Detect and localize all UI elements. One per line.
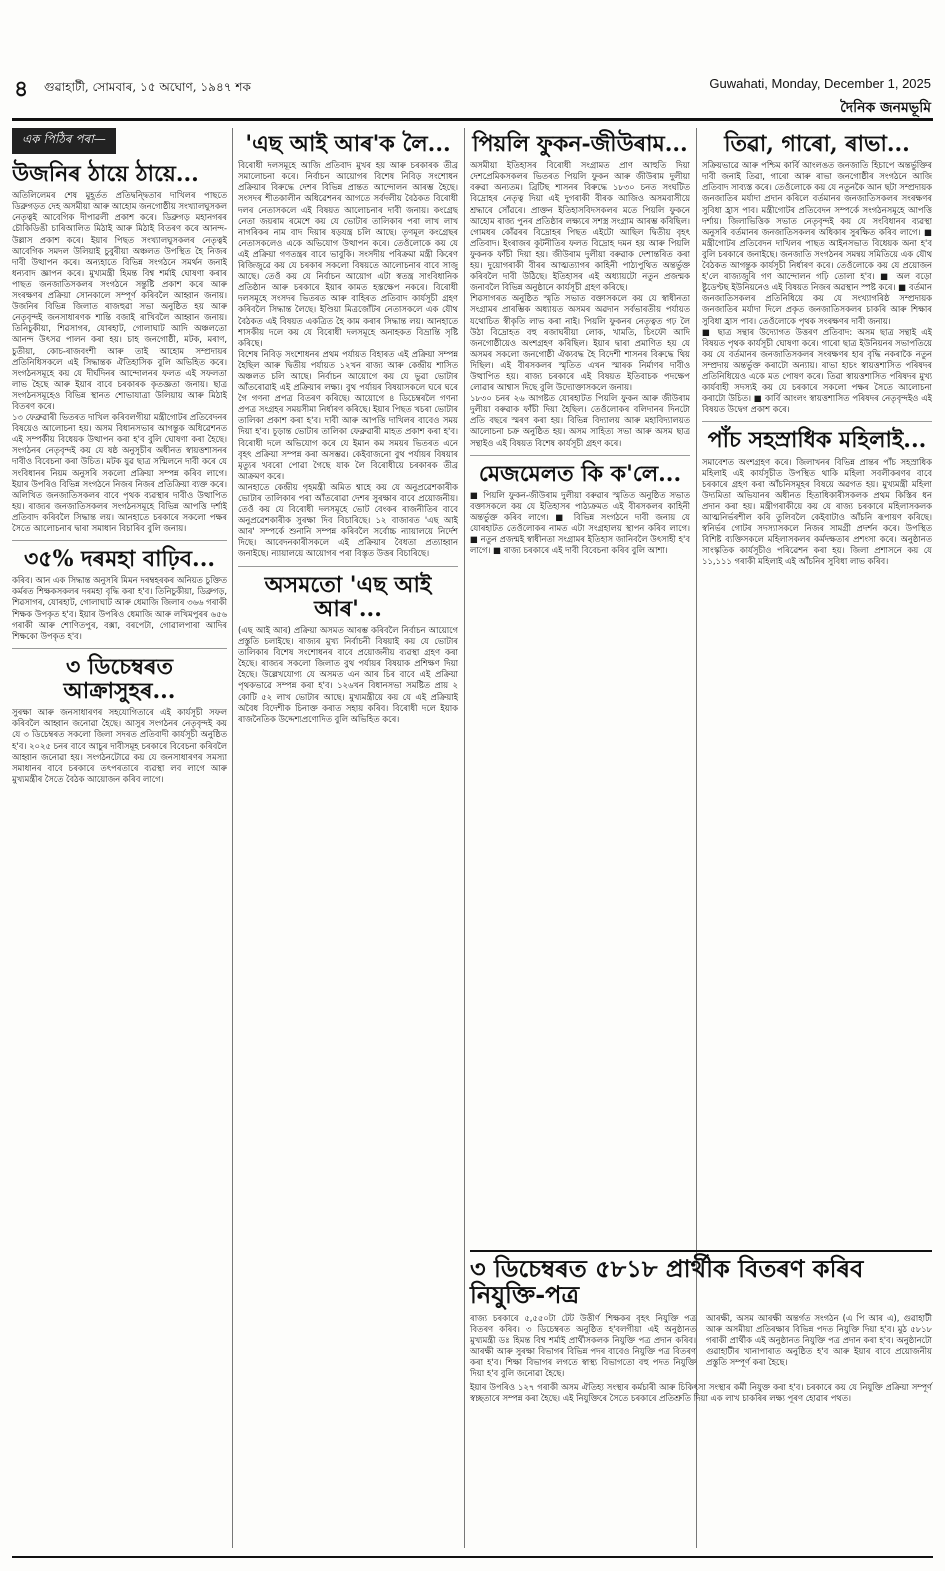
article-body: ■ ছাত্ৰ সন্থাৰ উদ্যোগত উত্তৰণ প্ৰতিবাদ: অসম ছাত্ৰ সন্থাই এই বিষয়ত পৃথক কাৰ্যসূচী ঘোষণা কৰে। গাৰো ছাত্ৰ ইউনিয়নৰ সভাপতিয়ে কয় যে বৰ্তমানৰ জনজাতিসকলৰ সংৰক্ষণৰ হাৰ বৃদ্ধি নকৰাকৈ নতুন সম্প্ৰদায় অন্তৰ্ভুক্ত কৰাটো অন্যায়। ৰাভা হাচং স্বায়ত্তশাসিত পৰিষদৰ প্ৰতিনিধিয়েও একে মত পোষণ কৰে। তিৱা স্বায়ত্তশাসিত পৰিষদৰ মুখ্য কাৰ্যবাহী সদস্যই কয় যে চৰকাৰে সকলো পক্ষৰ সৈতে আলোচনা কৰাটো উচিত। ■ কাৰ্বি আংলং স্বায়ত্তশাসিত পৰিষদৰ নেতৃবৃন্দইও এই বিষয়ত উদ্বেগ প্ৰকাশ কৰে। <box>702 326 932 415</box>
column-divider <box>232 128 233 1548</box>
headline-mejmel: মেজমেলত কি ক'লে... <box>478 460 682 487</box>
divider <box>470 455 690 456</box>
article-body: কৰিব। আন এক সিদ্ধান্ত অনুসৰি মিমন দৰম্বহৰকৰ অনিয়ত চুক্তিত কৰ্মৰত শিক্ষকসকলৰ দৰমহা বৃদ্ধি কৰা হ'ব। তিনিচুকীয়া, ডিব্ৰুগড়, শিৱসাগৰ, যোৰহাট, গোলাঘাট আৰু ধেমাজি জিলাৰ ৩৬৬ গৰাকী শিক্ষক উপকৃত হ'ব। ইয়াৰ উপৰিও ধেমাজি আৰু লখিমপুৰৰ ৬৫৬ গৰাকী আৰু শোণিতপুৰ, বক্সা, বৰপেটা, গোৱালপাৰা আদিৰ শিক্ষকো উপকৃত হ'ব। <box>12 575 227 641</box>
article-body: সুৰক্ষা আৰু জনসাধাৰণৰ সহযোগিতাৰে এই কাৰ্যসূচী সফল কৰিবলৈ আহ্বান জনোৱা হৈছে। আসুৰ সংগঠনৰ নেতৃবৃন্দই কয় যে ৩ ডিচেম্বৰত সকলো জিলা সদৰত প্ৰতিবাদী কাৰ্যসূচী অনুষ্ঠিত হ'ব। ২০২৫ চনৰ বাবে আচুৰ দাবীসমূহ চৰকাৰে বিবেচনা কৰিবলৈ আহ্বান জনোৱা হয়। সংগঠনটোৱে কয় যে জনসাধাৰণৰ সমস্যা সমাধানৰ বাবে চৰকাৰে তৎপৰতাৰে ব্যৱস্থা লব লাগে আৰু মুখ্যমন্ত্ৰীৰ সৈতে বৈঠক আয়োজন কৰিব লাগে। <box>12 707 227 784</box>
article-body: ৰাজ্য চৰকাৰে ৫,৫৫০টা টেট উত্তীৰ্ণ শিক্ষকৰ বৃহৎ নিযুক্তি পত্ৰ বিতৰণ কৰিব। ৩ ডিচেম্বৰত অনুষ্ঠিত হ'বলগীয়া এই অনুষ্ঠানত মুখ্যমন্ত্ৰী ডঃ হিমন্ত বিশ্ব শৰ্মাই প্ৰাৰ্থীসকলক নিযুক্তি পত্ৰ প্ৰদান কৰিব। আৰক্ষী আৰু সুৰক্ষা বিভাগৰ বিভিন্ন পদৰ বাবেও নিযুক্তি পত্ৰ বিতৰণ কৰা হ'ব। শিক্ষা বিভাগৰ লগতে স্বাস্থ্য বিভাগতো বহু পদত নিযুক্তি দিয়া হ'ব বুলি জনোৱা হৈছে। <box>470 1312 696 1379</box>
wide-article-columns <box>470 1313 932 1380</box>
headline-women: পাঁচ সহস্ৰাধিক মহিলাই... <box>707 427 927 454</box>
footer-rule <box>12 1556 933 1558</box>
article-body: বিৰোধী দলসমূহে আজি প্ৰতিবাদ মুখৰ হয় আৰু চৰকাৰক তীব্ৰ সমালোচনা কৰে। নিৰ্বাচন আয়োগৰ বিশেষ নিবিড় সংশোধন প্ৰক্ৰিয়াৰ বিৰুদ্ধে দেশৰ বিভিন্ন প্ৰান্তত আন্দোলন আৰম্ভ হৈছে। সংসদৰ শীতকালীন অধিৱেশনৰ আগতে সৰ্বদলীয় বৈঠকত বিৰোধী দলৰ নেতাসকলে এই বিষয়ত আলোচনাৰ দাবী জনায়। কংগ্ৰেছ নেতা জয়ৰাম ৰমেশে কয় যে ভোটাৰ তালিকাৰ পৰা লাখ লাখ নাগৰিকৰ নাম বাদ দিয়াৰ ষড়যন্ত্ৰ চলি আছে। তৃণমূল কংগ্ৰেছৰ নেতাসকলেও একে অভিযোগ উত্থাপন কৰে। তেওঁলোকে কয় যে এই প্ৰক্ৰিয়া গণতন্ত্ৰৰ বাবে ভাবুকি। সংসদীয় পৰিক্ৰমা মন্ত্ৰী কিৰেণ ৰিজিজুৱে কয় যে চৰকাৰ সকলো বিষয়তে আলোচনাৰ বাবে সাজু আছে। তেওঁ কয় যে নিৰ্বাচন আয়োগ এটা স্বতন্ত্ৰ সাংবিধানিক প্ৰতিষ্ঠান আৰু চৰকাৰে ইয়াৰ কামত হস্তক্ষেপ নকৰে। বিৰোধী দলসমূহে সংসদৰ ভিতৰত আৰু বাহিৰত প্ৰতিবাদ কাৰ্যসূচী গ্ৰহণ কৰিবলৈ সিদ্ধান্ত লৈছে। ইণ্ডিয়া মিত্ৰজোঁটৰ নেতাসকলে এক যৌথ বৈঠকত এই বিষয়ত একত্ৰিত হৈ কাম কৰাৰ সিদ্ধান্ত লয়। আনহাতে শাসকীয় দলে কয় যে বিৰোধী দলসমূহে অনাহকত বিভ্ৰান্তি সৃষ্টি কৰিছে। <box>238 160 458 348</box>
headline-assam-sir: অসমতো 'এছ আই আৰ'... <box>264 571 432 622</box>
article-body: বিশেষ নিবিড় সংশোধনৰ প্ৰথম পৰ্যায়ত বিহাৰত এই প্ৰক্ৰিয়া সম্পন্ন হৈছিল আৰু দ্বিতীয় পৰ্যায়ত ১২খন ৰাজ্য আৰু কেন্দ্ৰীয় শাসিত অঞ্চলত চলি আছে। নিৰ্বাচন আয়োগে কয় যে ভুৱা ভোটাৰ আঁতৰোৱাই এই প্ৰক্ৰিয়াৰ লক্ষ্য। বুথ পৰ্যায়ৰ বিষয়াসকলে ঘৰে ঘৰে গৈ গণনা প্ৰপত্ৰ বিতৰণ কৰিছে। আয়োগে ৪ ডিচেম্বৰলৈ গণনা প্ৰপত্ৰ সংগ্ৰহৰ সময়সীমা নিৰ্ধাৰণ কৰিছে। ইয়াৰ পিছত খচৰা ভোটাৰ তালিকা প্ৰকাশ কৰা হ'ব। দাবী আৰু আপত্তি দাখিলৰ বাবেও সময় দিয়া হ'ব। চূড়ান্ত ভোটাৰ তালিকা ফেব্ৰুৱাৰী মাহত প্ৰকাশ কৰা হ'ব। বিৰোধী দলে অভিযোগ কৰে যে ইমান কম সময়ৰ ভিতৰত এনে বৃহৎ প্ৰক্ৰিয়া সম্পন্ন কৰা অসম্ভৱ। কেইবাজনো বুথ পৰ্যায়ৰ বিষয়াৰ মৃত্যুৰ খবৰো পোৱা গৈছে যাক লৈ বিৰোধীয়ে চৰকাৰক তীব্ৰ আক্ৰমণ কৰে। <box>238 348 458 481</box>
wide-article <box>470 1250 932 1405</box>
date-line-english: Guwahati, Monday, December 1, 2025 <box>709 76 931 91</box>
masthead: দৈনিক জনমভূমি <box>840 100 931 116</box>
section-label: এক পিঠিৰ পৰা— <box>12 128 116 154</box>
article-body: ■ পিয়লি ফুকন-জীউৰাম দুলীয়া বৰুৱাৰ স্মৃতিত অনুষ্ঠিত সভাত বক্তাসকলে কয় যে ইতিহাসৰ পাঠ্যক্ৰমত এই বীৰসকলৰ কাহিনী অন্তৰ্ভুক্ত কৰিব লাগে। ■ বিভিন্ন সংগঠনে দাবী জনায় যে যোৰহাটত তেওঁলোকৰ নামত এটা সংগ্ৰহালয় স্থাপন কৰিব লাগে। ■ নতুন প্ৰজন্মই স্বাধীনতা সংগ্ৰামৰ ইতিহাস জানিবলৈ উৎসাহী হ'ব লাগে। ■ ৰাজ্য চৰকাৰে এই দাবী বিবেচনা কৰিব বুলি আশা। <box>470 489 690 556</box>
divider <box>12 540 227 541</box>
column-3 <box>470 128 690 1243</box>
page-number: ৪ <box>14 76 29 102</box>
article-body: অসমীয়া ইতিহাসৰ বিৰোধী সংগ্ৰামত প্ৰাণ আহুতি দিয়া দেশপ্ৰেমিকসকলৰ ভিতৰত পিয়লি ফুকন আৰু জীউৰাম দুলীয়া বৰুৱা অন্যতম। ব্ৰিটিছ শাসনৰ বিৰুদ্ধে ১৮৩০ চনত সংঘটিত বিদ্ৰোহৰ নেতৃত্ব দিয়া এই দুগৰাকী বীৰক আজিও অসমবাসীয়ে শ্ৰদ্ধাৰে সোঁৱৰে। প্ৰাক্তন ইতিহাসবিদসকলৰ মতে পিয়লি ফুকনে আহোম ৰাজ্য পুনৰ প্ৰতিষ্ঠাৰ লক্ষ্যৰে সশস্ত্ৰ সংগ্ৰাম আৰম্ভ কৰিছিল। গোমধৰ কোঁৱৰৰ বিদ্ৰোহৰ পিছত এইটো আছিল দ্বিতীয় বৃহৎ প্ৰতিবাদ। ইংৰাজৰ কূটনীতিৰ ফলত বিদ্ৰোহ দমন হয় আৰু পিয়লি ফুকনক ফাঁচী দিয়া হয়। জীউৰাম দুলীয়া বৰুৱাক দেশান্তৰিত কৰা হয়। দুয়োগৰাকী বীৰৰ আত্মত্যাগৰ কাহিনী পাঠ্যপুথিত অন্তৰ্ভুক্ত কৰিবলৈ দাবী উঠিছে। ইতিহাসৰ এই অধ্যায়টো নতুন প্ৰজন্মক জনাবলৈ বিভিন্ন অনুষ্ঠানে কাৰ্যসূচী গ্ৰহণ কৰিছে। <box>470 160 690 293</box>
article-body: (এছ আই আৰ) প্ৰক্ৰিয়া অসমত আৰম্ভ কৰিবলৈ নিৰ্বাচন আয়োগে প্ৰস্তুতি চলাইছে। ৰাজ্যৰ মুখ্য নিৰ্বাচনী বিষয়াই কয় যে ভোটাৰ তালিকাৰ বিশেষ সংশোধনৰ বাবে প্ৰয়োজনীয় ব্যৱস্থা গ্ৰহণ কৰা হৈছে। ৰাজ্যৰ সকলো জিলাত বুথ পৰ্যায়ৰ বিষয়াক প্ৰশিক্ষণ দিয়া হৈছে। উল্লেখযোগ্য যে অসমত এন আৰ চিৰ বাবে এই প্ৰক্ৰিয়া পৃথকভাৱে সম্পন্ন কৰা হ'ব। ১২৬খন বিধানসভা সমষ্টিত প্ৰায় ২ কোটি ৫২ লাখ ভোটাৰ আছে। মুখ্যমন্ত্ৰীয়ে কয় যে এই প্ৰক্ৰিয়াই অবৈধ বিদেশীক চিনাক্ত কৰাত সহায় কৰিব। বিৰোধী দলে ইয়াক ৰাজনৈতিক উদ্দেশ্যপ্ৰণোদিত বুলি অভিহিত কৰে। <box>238 624 458 724</box>
article-body: সক্ৰিয়ভাৱে আৰু পশ্চিম কাৰ্বি আংলঙত জনজাতি হিচাপে অন্তৰ্ভুক্তিৰ দাবী জনাই তিৱা, গাৰো আৰু ৰাভা জনগোষ্ঠীৰ সংগঠনে আজি প্ৰতিবাদ সাব্যস্ত কৰে। তেওঁলোকে কয় যে নতুনকৈ আন ছটা সম্প্ৰদায়ক জনজাতিৰ মৰ্যাদা প্ৰদান কৰিলে বৰ্তমানৰ জনজাতিসকলৰ সংৰক্ষণৰ সুবিধা হ্ৰাস পাব। মন্ত্ৰীগোটৰ প্ৰতিবেদন সম্পৰ্কে সংগঠনসমূহে আপত্তি দৰ্শায়। জিলাভিত্তিক সভাত নেতৃবৃন্দই কয় যে সংবিধানৰ ব্যৱস্থা অনুসৰি বৰ্তমানৰ জনজাতিসকলৰ অধিকাৰ সুৰক্ষিত কৰিব লাগে। ■ মন্ত্ৰীগোটৰ প্ৰতিবেদন দাখিলৰ পাছত আইনসভাত বিধেয়ক অনা হ'ব বুলি চৰকাৰে জনাইছে। জনজাতি সংগঠনৰ সমন্বয় সমিতিয়ে এক যৌথ বৈঠকত আগন্তুক কাৰ্যসূচী নিৰ্ধাৰণ কৰে। তেওঁলোকে কয় যে প্ৰয়োজন হ'লে ৰাজ্যজুৰি গণ আন্দোলন গঢ়ি তোলা হ'ব। ■ অল বড়ো ষ্টুডেণ্টছ ইউনিয়নেও এই বিষয়ত নিজৰ অৱস্থান স্পষ্ট কৰে। ■ বৰ্তমান জনজাতিসকলৰ প্ৰতিনিধিয়ে কয় যে সংখ্যাগৰিষ্ঠ সম্প্ৰদায়ক জনজাতিৰ মৰ্যাদা দিলে প্ৰকৃত জনজাতিসকলৰ চাকৰি আৰু শিক্ষাৰ সুবিধা হ্ৰাস পাব। তেওঁলোকে পৃথক সংৰক্ষণৰ দাবী জনায়। <box>702 160 932 326</box>
article-body: ১৩ ফেব্ৰুৱাৰী ভিতৰত দাখিল কৰিবলগীয়া মন্ত্ৰীগোটৰ প্ৰতিবেদনৰ বিষয়েও আলোচনা হয়। অসম বিধানসভাৰ আগন্তুক অধিৱেশনত এই সম্পৰ্কীয় বিধেয়ক উত্থাপন কৰা হ'ব বুলি ঘোষণা কৰা হৈছে। সংগঠনৰ নেতৃবৃন্দই কয় যে ষষ্ঠ অনুসূচীৰ অধীনত স্বায়ত্তশাসনৰ দাবীও বিবেচনা কৰা উচিত। মটক যুৱ ছাত্ৰ সন্মিলনে দাবী কৰে যে সংবিধানৰ নিয়ম অনুসৰি সকলো প্ৰক্ৰিয়া সম্পন্ন কৰিব লাগে। ইয়াৰ উপৰিও বিভিন্ন সংগঠনে নিজৰ নিজৰ প্ৰতিক্ৰিয়া ব্যক্ত কৰে। অলিখিত জনজাতিসকলৰ বাবে পৃথক ব্যৱস্থাৰ দাবীও উত্থাপিত হয়। ৰাজ্যৰ জনজাতিসকলৰ সংগঠনসমূহে বিভিন্ন আপত্তি দৰ্শাই প্ৰতিবাদ কৰিবলৈ সিদ্ধান্ত লয়। আনহাতে চৰকাৰে সকলো পক্ষৰ সৈতে আলোচনাৰ দ্বাৰা সমাধান বিচাৰিব বুলি জনায়। <box>12 412 227 533</box>
article-body: আৰক্ষী, অসম আৰক্ষী অন্তৰ্গত সংগঠন (এ পি আৰ এ), গুৱাহাটী আৰু অসমীয়া প্ৰতিৰক্ষাৰ বিভিন্ন পদত নিযুক্তি দিয়া হ'ব। মুঠ ৫৮১৮ গৰাকী প্ৰাৰ্থীক এই অনুষ্ঠানত নিযুক্তি পত্ৰ প্ৰদান কৰা হ'ব। অনুষ্ঠানটো গুৱাহাটীৰ খানাপাৰাত অনুষ্ঠিত হ'ব আৰু ইয়াৰ বাবে প্ৰয়োজনীয় প্ৰস্তুতি সম্পূৰ্ণ কৰা হৈছে। <box>706 1312 932 1368</box>
article-body: শিৱসাগৰত অনুষ্ঠিত স্মৃতি সভাত বক্তাসকলে কয় যে স্বাধীনতা সংগ্ৰামৰ প্ৰাৰম্ভিক অধ্যায়ত অসমৰ অৱদান সৰ্বভাৰতীয় পৰ্যায়ত যথোচিত স্বীকৃতি লাভ কৰা নাই। পিয়লি ফুকনৰ নেতৃত্বত গঢ় লৈ উঠা বিদ্ৰোহত বহু ৰজাঘৰীয়া লোক, খামতি, চিংফৌ আদি জনগোষ্ঠীয়েও অংশগ্ৰহণ কৰিছিল। ইয়াৰ দ্বাৰা প্ৰমাণিত হয় যে অসমৰ সকলো জনগোষ্ঠী ঐক্যবদ্ধ হৈ বিদেশী শাসনৰ বিৰুদ্ধে থিয় দিছিল। এই বীৰসকলৰ স্মৃতিত এখন স্মাৰক নিৰ্মাণৰ দাবীও উত্থাপিত হয়। ৰাজ্য চৰকাৰে এই বিষয়ত ইতিবাচক পদক্ষেপ লোৱাৰ আশ্বাস দিছে বুলি উদ্যোক্তাসকলে জনায়। <box>470 293 690 393</box>
article-body: আনহাতে কেন্দ্ৰীয় গৃহমন্ত্ৰী অমিত শ্বাহে কয় যে অনুপ্ৰৱেশকাৰীক ভোটাৰ তালিকাৰ পৰা আঁতৰোৱা দেশৰ সুৰক্ষাৰ বাবে প্ৰয়োজনীয়। তেওঁ কয় যে বিৰোধী দলসমূহে ভোট বেংকৰ ৰাজনীতিৰ বাবে অনুপ্ৰৱেশকাৰীক সুৰক্ষা দিব বিচাৰিছে। ১২ বাজাৰত 'এছ আই আৰ' সম্পৰ্কে শুনানি সম্পন্ন কৰিবলৈ সৰ্বোচ্চ ন্যায়ালয়ে নিৰ্দেশ দিছে। আবেদনকাৰীসকলে এই প্ৰক্ৰিয়াৰ বৈধতা প্ৰত্যাহ্বান জনাইছে। ন্যায়ালয়ে আয়োগৰ পৰা বিস্তৃত উত্তৰ বিচাৰিছে। <box>238 481 458 559</box>
divider <box>238 566 458 567</box>
headline-piyoli-phukan: পিয়লি ফুকন-জীউৰাম... <box>472 131 688 157</box>
headline-ujanir: উজনিৰ ঠায়ে ঠায়ে... <box>12 161 199 187</box>
column-1 <box>12 128 227 1548</box>
article-body: ইয়াৰ উপৰিও ১২৭ গৰাকী অসম ঐতিহ্য সংস্থাৰ কৰ্মচাৰী আৰু চিকিৎসা সংস্থাৰ কৰ্মী নিযুক্ত কৰা হ'ব। চৰকাৰে কয় যে নিযুক্তি প্ৰক্ৰিয়া সম্পূৰ্ণ স্বচ্ছতাৰে সম্পন্ন কৰা হৈছে। এই নিযুক্তিৰে সৈতে চৰকাৰে প্ৰতিশ্ৰুতি দিয়া এক লাখ চাকৰিৰ লক্ষ্য পূৰণ হোৱাৰ পথত। <box>470 1382 932 1404</box>
headline-tiwa-garo-rabha: তিৱা, গাৰো, ৰাভা... <box>724 131 910 157</box>
headline-appointment-letters: ৩ ডিচেম্বৰত ৫৮১৮ প্ৰাৰ্থীক বিতৰণ কৰিব নিযুক্তি-পত্ৰ <box>470 1254 864 1310</box>
headline-salary: ৩৫% দৰমহা বাঢ়িব... <box>23 546 216 573</box>
divider <box>702 421 932 422</box>
headline-december-3: ৩ ডিচেম্বৰত আক্ৰাসুহৰ... <box>63 653 176 705</box>
column-divider <box>464 128 465 1548</box>
header-rule <box>12 118 933 121</box>
column-4 <box>702 128 932 1243</box>
article-body: অতিলিলেমৰ শেষ মুহূৰ্তত প্ৰতিদ্বন্দ্বিতাৰ দাখিলৰ পাছতে ডিব্ৰুগড়ত দেহ অসমীয়া আৰু আহোম জনগোষ্ঠীয় সংখ্যালঘুসকল নেতৃত্বই আবেগিক দীপাৱলী প্ৰকাশ কৰে। ডিব্ৰুগড় মহানগৰৰ চৌকিডিঙী চাৰিআলিত মিঠাই আৰু মিঠাই বিতৰণ কৰে আনন্দ-উল্লাস প্ৰকাশ কৰে। ইয়াৰ পিছত সংখ্যালঘুসকলৰ নেতৃত্বই আবেগিক সমদল উলিয়াই চুবুৰীয়া অঞ্চলত উপস্থিত হৈ নিজৰ দাবী উত্থাপন কৰে। অন্যহাতে বিভিন্ন সংগঠনে সমৰ্থন জনাই ধন্যবাদ জ্ঞাপন কৰে। মুখ্যমন্ত্ৰী হিমন্ত বিশ্ব শৰ্মাই ঘোষণা কৰাৰ পাছত জনজাতিসকলৰ সংগঠনে সন্তুষ্টি প্ৰকাশ কৰে আৰু সংৰক্ষণৰ প্ৰক্ৰিয়া সোনকালে সম্পূৰ্ণ কৰিবলৈ আহ্বান জনায়। উজনিৰ বিভিন্ন জিলাত ৰাজহুৱা সভা অনুষ্ঠিত হয় আৰু নেতৃবৃন্দই জনসাধাৰণক শান্তি বজাই ৰাখিবলৈ আহ্বান জনায়। তিনিচুকীয়া, শিৱসাগৰ, যোৰহাট, গোলাঘাট আদি অঞ্চলতো আনন্দ উৎসৱ পালন কৰা হয়। চাহ জনগোষ্ঠী, মটক, মৰাণ, চুতীয়া, কোচ-ৰাজবংশী আৰু তাই আহোম সম্প্ৰদায়ৰ প্ৰতিনিধিসকলে এই সিদ্ধান্তক ঐতিহাসিক বুলি অভিহিত কৰে। সংগঠনসমূহে কয় যে দীৰ্ঘদিনৰ আন্দোলনৰ ফলত এই সফলতা লাভ হৈছে আৰু ইয়াৰ বাবে চৰকাৰক কৃতজ্ঞতা জনায়। ছাত্ৰ সংগঠনসমূহেও বিভিন্ন স্থানত শোভাযাত্ৰা উলিয়ায় আৰু মিঠাই বিতৰণ কৰে। <box>12 190 227 411</box>
date-line-assamese: গুৱাহাটী, সোমবাৰ, ১৫ অঘোণ, ১৯৪৭ শক <box>44 80 251 94</box>
article-body: সমাবেশত অংশগ্ৰহণ কৰে। জিলাখনৰ বিভিন্ন প্ৰান্তৰ পাঁচ সহস্ৰাধিক মহিলাই এই কাৰ্যসূচীত উপস্থিত থাকি মহিলা সবলীকৰণৰ বাবে চৰকাৰে গ্ৰহণ কৰা আঁচনিসমূহৰ বিষয়ে অৱগত হয়। মুখ্যমন্ত্ৰী মহিলা উদ্যমিতা অভিযানৰ অধীনত হিতাধিকাৰীসকলক প্ৰথম কিস্তিৰ ধন প্ৰদান কৰা হয়। মন্ত্ৰীগৰাকীয়ে কয় যে ৰাজ্য চৰকাৰে মহিলাসকলক আত্মনিৰ্ভৰশীল কৰি তুলিবলৈ কেইবাটাও আঁচনি ৰূপায়ণ কৰিছে। স্বনিৰ্ভৰ গোটৰ সদস্যাসকলে নিজৰ সামগ্ৰী প্ৰদৰ্শন কৰে। উপস্থিত বিশিষ্ট ব্যক্তিসকলে মহিলাসকলৰ কৰ্মদক্ষতাৰ প্ৰশংসা কৰে। অনুষ্ঠানত সাংস্কৃতিক কাৰ্যসূচীও পৰিৱেশন কৰা হয়। জিলা প্ৰশাসনে কয় যে ১১,১১১ গৰাকী মহিলাই এই আঁচনিৰ সুবিধা লাভ কৰিব। <box>702 456 932 567</box>
headline-sir: 'এছ আই আৰ'ক লৈ... <box>245 131 451 157</box>
page-header <box>0 0 945 122</box>
column-2 <box>238 128 458 1548</box>
article-body: ১৮৩০ চনৰ ২৬ আগষ্টত যোৰহাটত পিয়লি ফুকন আৰু জীউৰাম দুলীয়া বৰুৱাক ফাঁচী দিয়া হৈছিল। তেওঁলোকৰ বলিদানৰ দিনটো প্ৰতি বছৰে স্মৰণ কৰা হয়। বিভিন্ন বিদ্যালয় আৰু মহাবিদ্যালয়ত আলোচনা চক্ৰ অনুষ্ঠিত হয়। অসম সাহিত্য সভা আৰু অসম ছাত্ৰ সন্থাইও এই বিষয়ত বিশেষ কাৰ্যসূচী গ্ৰহণ কৰে। <box>470 393 690 448</box>
divider <box>470 1250 932 1252</box>
divider <box>12 648 227 649</box>
